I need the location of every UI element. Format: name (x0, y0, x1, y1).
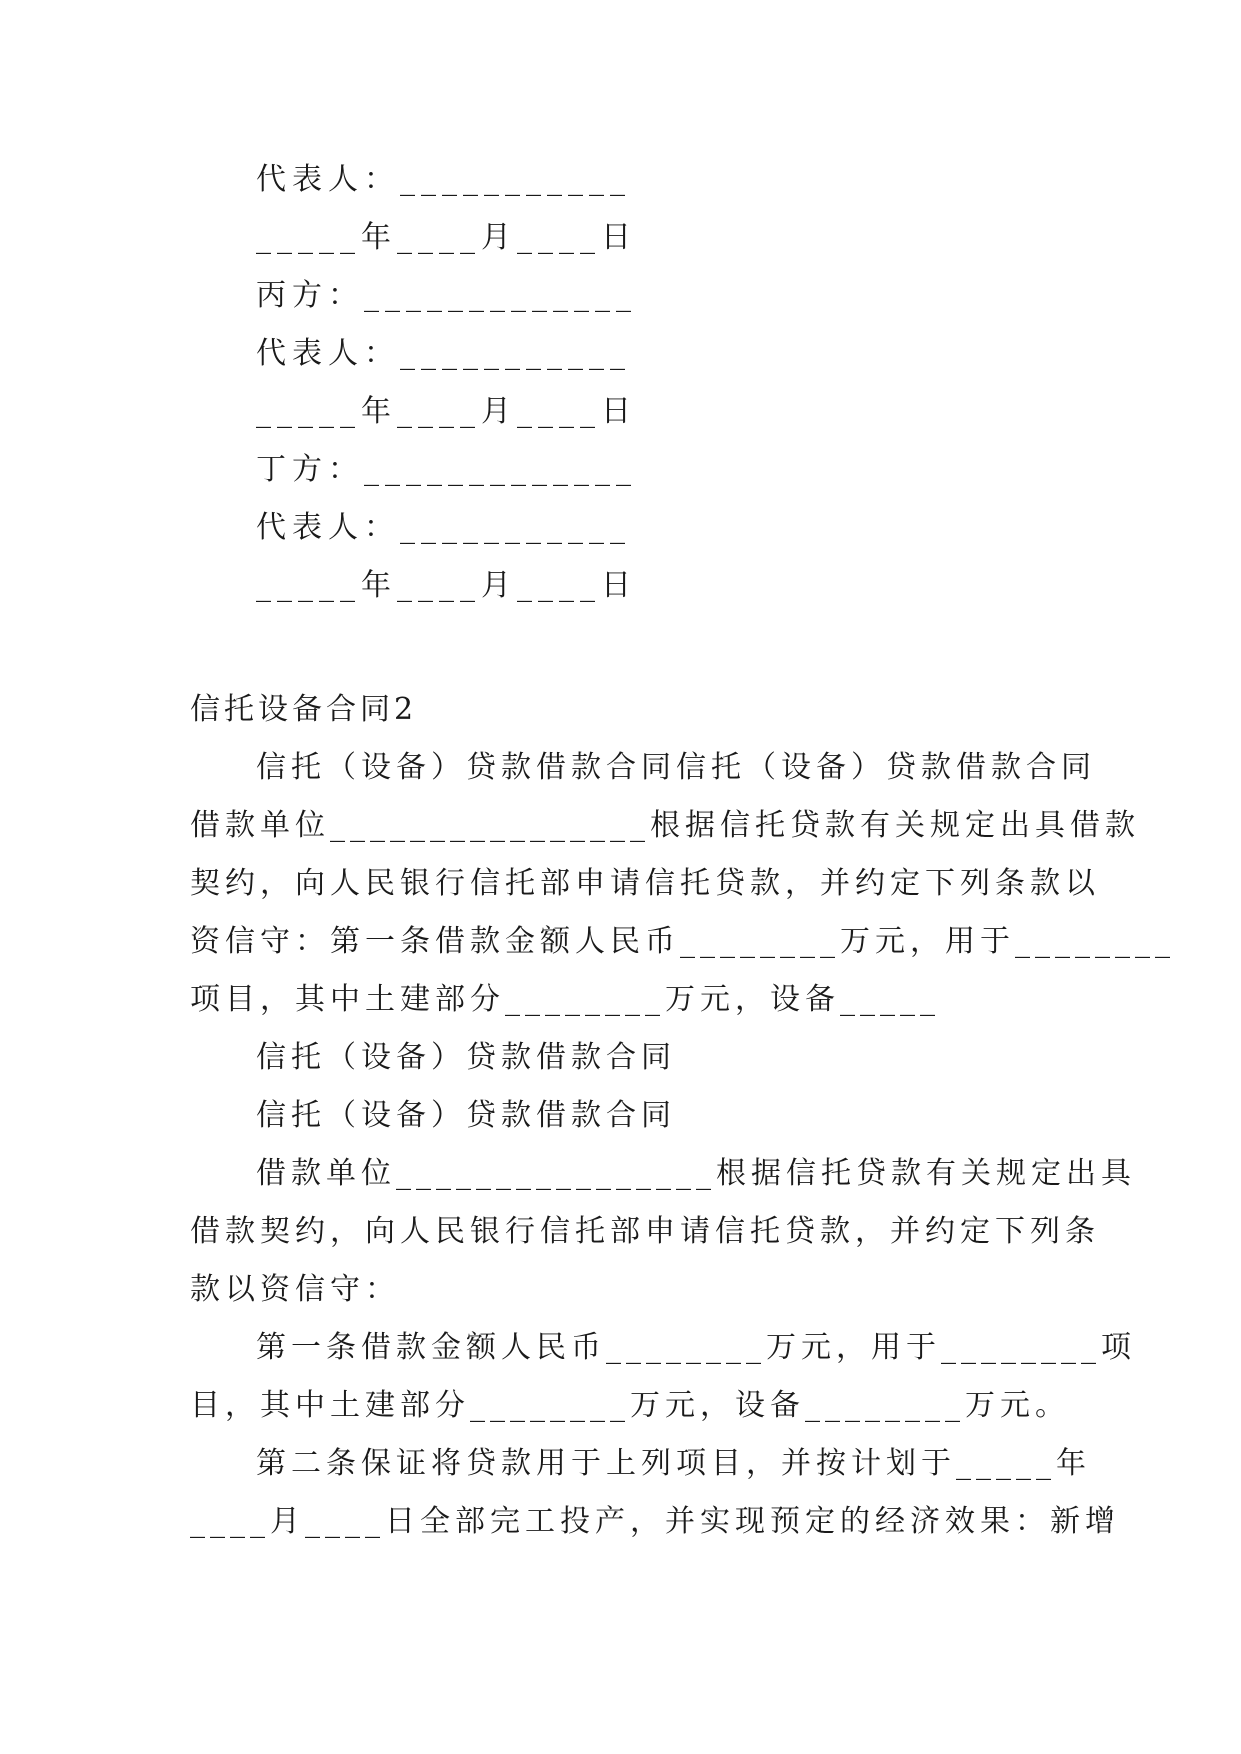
paragraph-line: 契约，向人民银行信托部申请信托贷款，并约定下列条款以 (190, 866, 1100, 901)
paragraph-line: ____月____日全部完工投产，并实现预定的经济效果：新增 (190, 1504, 1120, 1539)
paragraph-line: 信托（设备）贷款借款合同 (256, 1098, 676, 1133)
signature-representative-line: 代表人：___________ (256, 162, 631, 197)
paragraph-line: 资信守：第一条借款金额人民币________万元，用于________ (190, 924, 1175, 959)
paragraph-line: 第二条保证将贷款用于上列项目，并按计划于_____年 (256, 1446, 1091, 1481)
paragraph-line: 借款单位________________根据信托贷款有关规定出具借款 (190, 808, 1140, 843)
paragraph-line: 借款单位________________根据信托贷款有关规定出具 (256, 1156, 1136, 1191)
signature-party-d-line: 丁方：_____________ (256, 452, 637, 487)
signature-date-line: _____年____月____日 (256, 394, 637, 429)
signature-party-c-line: 丙方：_____________ (256, 278, 637, 313)
paragraph-line: 目，其中土建部分________万元，设备________万元。 (190, 1388, 1070, 1423)
paragraph-line: 款以资信守： (190, 1272, 400, 1307)
section-title: 信托设备合同2 (190, 692, 418, 727)
paragraph-line: 信托（设备）贷款借款合同 (256, 1040, 676, 1075)
paragraph-line: 借款契约，向人民银行信托部申请信托贷款，并约定下列条 (190, 1214, 1100, 1249)
signature-representative-line: 代表人：___________ (256, 510, 631, 545)
paragraph-line: 信托（设备）贷款借款合同信托（设备）贷款借款合同 (256, 750, 1096, 785)
paragraph-line: 项目，其中土建部分________万元，设备_____ (190, 982, 940, 1017)
signature-date-line: _____年____月____日 (256, 568, 637, 603)
signature-representative-line: 代表人：___________ (256, 336, 631, 371)
signature-date-line: _____年____月____日 (256, 220, 637, 255)
paragraph-line: 第一条借款金额人民币________万元，用于________项 (256, 1330, 1136, 1365)
